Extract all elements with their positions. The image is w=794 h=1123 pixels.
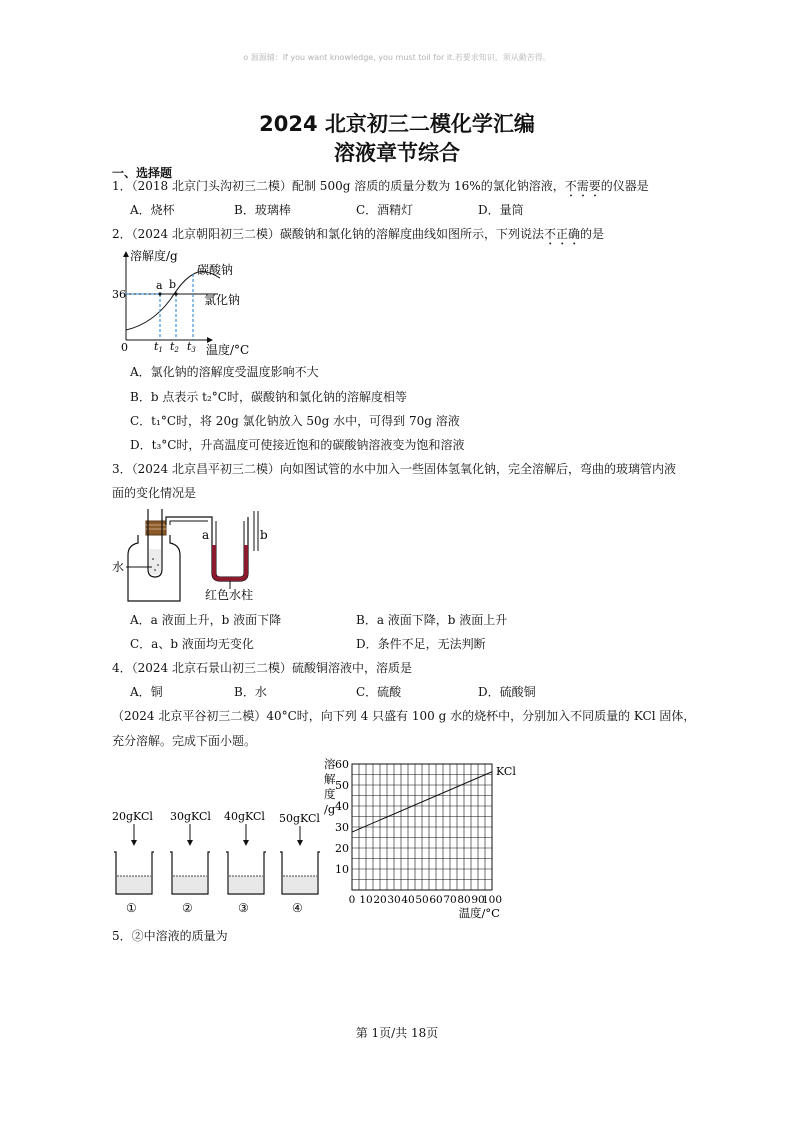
red-water-column xyxy=(212,545,248,581)
y-tick-label: 10 xyxy=(335,863,349,876)
x-tick-label: 20 xyxy=(373,894,387,906)
q4-option-b: B．水 xyxy=(234,685,267,699)
q1-option-b: B．玻璃棒 xyxy=(234,203,291,217)
q3-stem-line1: 3．（2024 北京昌平初三二模）向如图试管的水中加入一些固体氢氧化钠，完全溶解后，弯曲的玻璃管内液 xyxy=(112,462,676,476)
group-intro-line1: （2024 北京平谷初三二模）40°C时，向下列 4 只盛有 100 g 水的烧杯中，分别加入不同质量的 KCl 固体， xyxy=(112,709,696,723)
origin-label: 0 xyxy=(121,341,128,354)
q4-option-a: A．铜 xyxy=(130,685,163,699)
beaker-3-number: ③ xyxy=(238,901,249,915)
y-tick-label: 30 xyxy=(335,821,349,834)
q3-option-b: B．a 液面下降，b 液面上升 xyxy=(356,613,508,627)
beaker-4 xyxy=(279,812,320,915)
q1-stem-end: 的仪器是 xyxy=(600,179,649,193)
q2-option-d: D．t₃°C时，升高温度可使接近饱和的碳酸钠溶液变为饱和溶液 xyxy=(130,438,465,452)
beaker-1 xyxy=(112,810,154,915)
beaker-4-label: 50gKCl xyxy=(279,812,320,825)
series-nacl-label: 氯化钠 xyxy=(204,293,241,307)
stopper xyxy=(146,521,166,535)
q4-stem: 4．（2024 北京石景山初三二模）硫酸铜溶液中，溶质是 xyxy=(112,661,412,675)
q4-option-d: D．硫酸铜 xyxy=(478,685,536,699)
page-footer: 第 1页/共 18页 xyxy=(355,1026,439,1040)
y-axis-label: 度 xyxy=(324,787,336,801)
chart-ticks xyxy=(335,758,502,906)
point-b xyxy=(174,292,177,295)
beaker-1-number: ① xyxy=(126,901,137,915)
doc-subtitle: 溶液章节综合 xyxy=(334,141,460,165)
x-tick-label: 50 xyxy=(415,894,429,906)
y-axis-label: 溶解度/g xyxy=(130,249,178,263)
q3-option-c: C．a、b 液面均无变化 xyxy=(130,637,254,651)
apparatus-figure xyxy=(108,505,278,603)
series-na2co3-label: 碳酸钠 xyxy=(197,263,234,277)
beaker-4-number: ④ xyxy=(292,901,303,915)
label-b: b xyxy=(260,528,268,542)
q1-option-d: D．量筒 xyxy=(478,203,524,217)
series-label-kcl: KCl xyxy=(496,764,516,778)
y-axis-label: 溶 xyxy=(324,757,336,771)
point-a xyxy=(158,292,161,295)
q1-option-c: C．酒精灯 xyxy=(356,203,414,217)
q3-option-d: D．条件不足，无法判断 xyxy=(356,637,486,651)
y-tick-label: 60 xyxy=(335,758,349,771)
x-tick-label: 10 xyxy=(359,894,373,906)
x-tick-label: 60 xyxy=(429,894,443,906)
water-in-tube xyxy=(149,549,161,575)
beaker-1-label: 20gKCl xyxy=(112,810,153,823)
x-tick-label: 0 xyxy=(348,894,356,906)
y-axis-label: 解 xyxy=(324,772,336,786)
doc-title: 2024 北京初三二模化学汇编 xyxy=(259,112,535,136)
x-tick-label: 90 xyxy=(471,894,485,906)
q2-stem-end: 的是 xyxy=(580,227,605,241)
q2-stem xyxy=(112,226,604,248)
beaker-2-label: 30gKCl xyxy=(170,810,211,823)
label-a: a xyxy=(202,528,210,542)
x-tick-label: 30 xyxy=(387,894,401,906)
y-tick-label: 50 xyxy=(335,779,349,792)
beaker-2 xyxy=(170,810,211,915)
y-tick-label: 40 xyxy=(335,800,349,813)
q1-option-a: A．烧杯 xyxy=(130,203,175,217)
group-intro-line2: 充分溶解。完成下面小题。 xyxy=(112,734,257,748)
q1-stem xyxy=(112,178,649,200)
q3-stem-line2: 面的变化情况是 xyxy=(112,486,197,500)
chart-grid xyxy=(352,764,492,890)
watermark: o 源源辅：If you want knowledge, you must toil for it.若要求知识，须从勤苦得。 xyxy=(243,53,551,62)
t1-label: t1 xyxy=(154,340,163,354)
q1-emphasis: 不需要 xyxy=(564,179,601,193)
beaker-2-number: ② xyxy=(182,901,193,915)
beakers-figure xyxy=(108,800,328,920)
x-tick-label: 40 xyxy=(401,894,415,906)
y-tick-label: 20 xyxy=(335,842,349,855)
x-axis-label: 温度/°C xyxy=(458,906,500,920)
label-water: 水 xyxy=(112,560,125,574)
y-axis-label: /g xyxy=(324,802,336,816)
section-heading: 一、选择题 xyxy=(112,166,173,180)
q4-option-c: C．硫酸 xyxy=(356,685,402,699)
q3-option-a: A．a 液面上升，b 液面下降 xyxy=(130,613,282,627)
x-tick-label: 80 xyxy=(457,894,471,906)
beaker-3 xyxy=(224,810,266,915)
q2-option-b: B．b 点表示 t₂°C时，碳酸钠和氯化钠的溶解度相等 xyxy=(130,390,407,404)
point-b-label: b xyxy=(169,278,177,291)
x-axis-label: 温度/°C xyxy=(206,343,250,357)
x-tick-label: 100 xyxy=(481,894,503,906)
q5-stem: 5．②中溶液的质量为 xyxy=(112,929,228,943)
q2-stem-text: 2．（2024 北京朝阳初三二模）碳酸钠和氯化钠的溶解度曲线如图所示，下列说法 xyxy=(112,227,544,241)
q2-option-a: A．氯化钠的溶解度受温度影响不大 xyxy=(130,365,319,379)
x-tick-label: 70 xyxy=(443,894,457,906)
t3-label: t3 xyxy=(187,340,196,354)
point-a-label: a xyxy=(156,279,163,292)
kcl-solubility-chart xyxy=(318,754,528,920)
y-36-label: 36 xyxy=(112,288,126,301)
t2-label: t2 xyxy=(170,340,179,354)
solubility-curve-figure xyxy=(108,248,258,358)
q1-stem-text: 1．（2018 北京门头沟初三二模）配制 500g 溶质的质量分数为 16%的氯化钠溶液， xyxy=(112,179,565,193)
q2-emphasis: 不正确 xyxy=(544,227,581,241)
label-red-water: 红色水柱 xyxy=(205,588,254,602)
beaker-3-label: 40gKCl xyxy=(224,810,265,823)
q2-option-c: C．t₁°C时，将 20g 氯化钠放入 50g 水中，可得到 70g 溶液 xyxy=(130,414,460,428)
